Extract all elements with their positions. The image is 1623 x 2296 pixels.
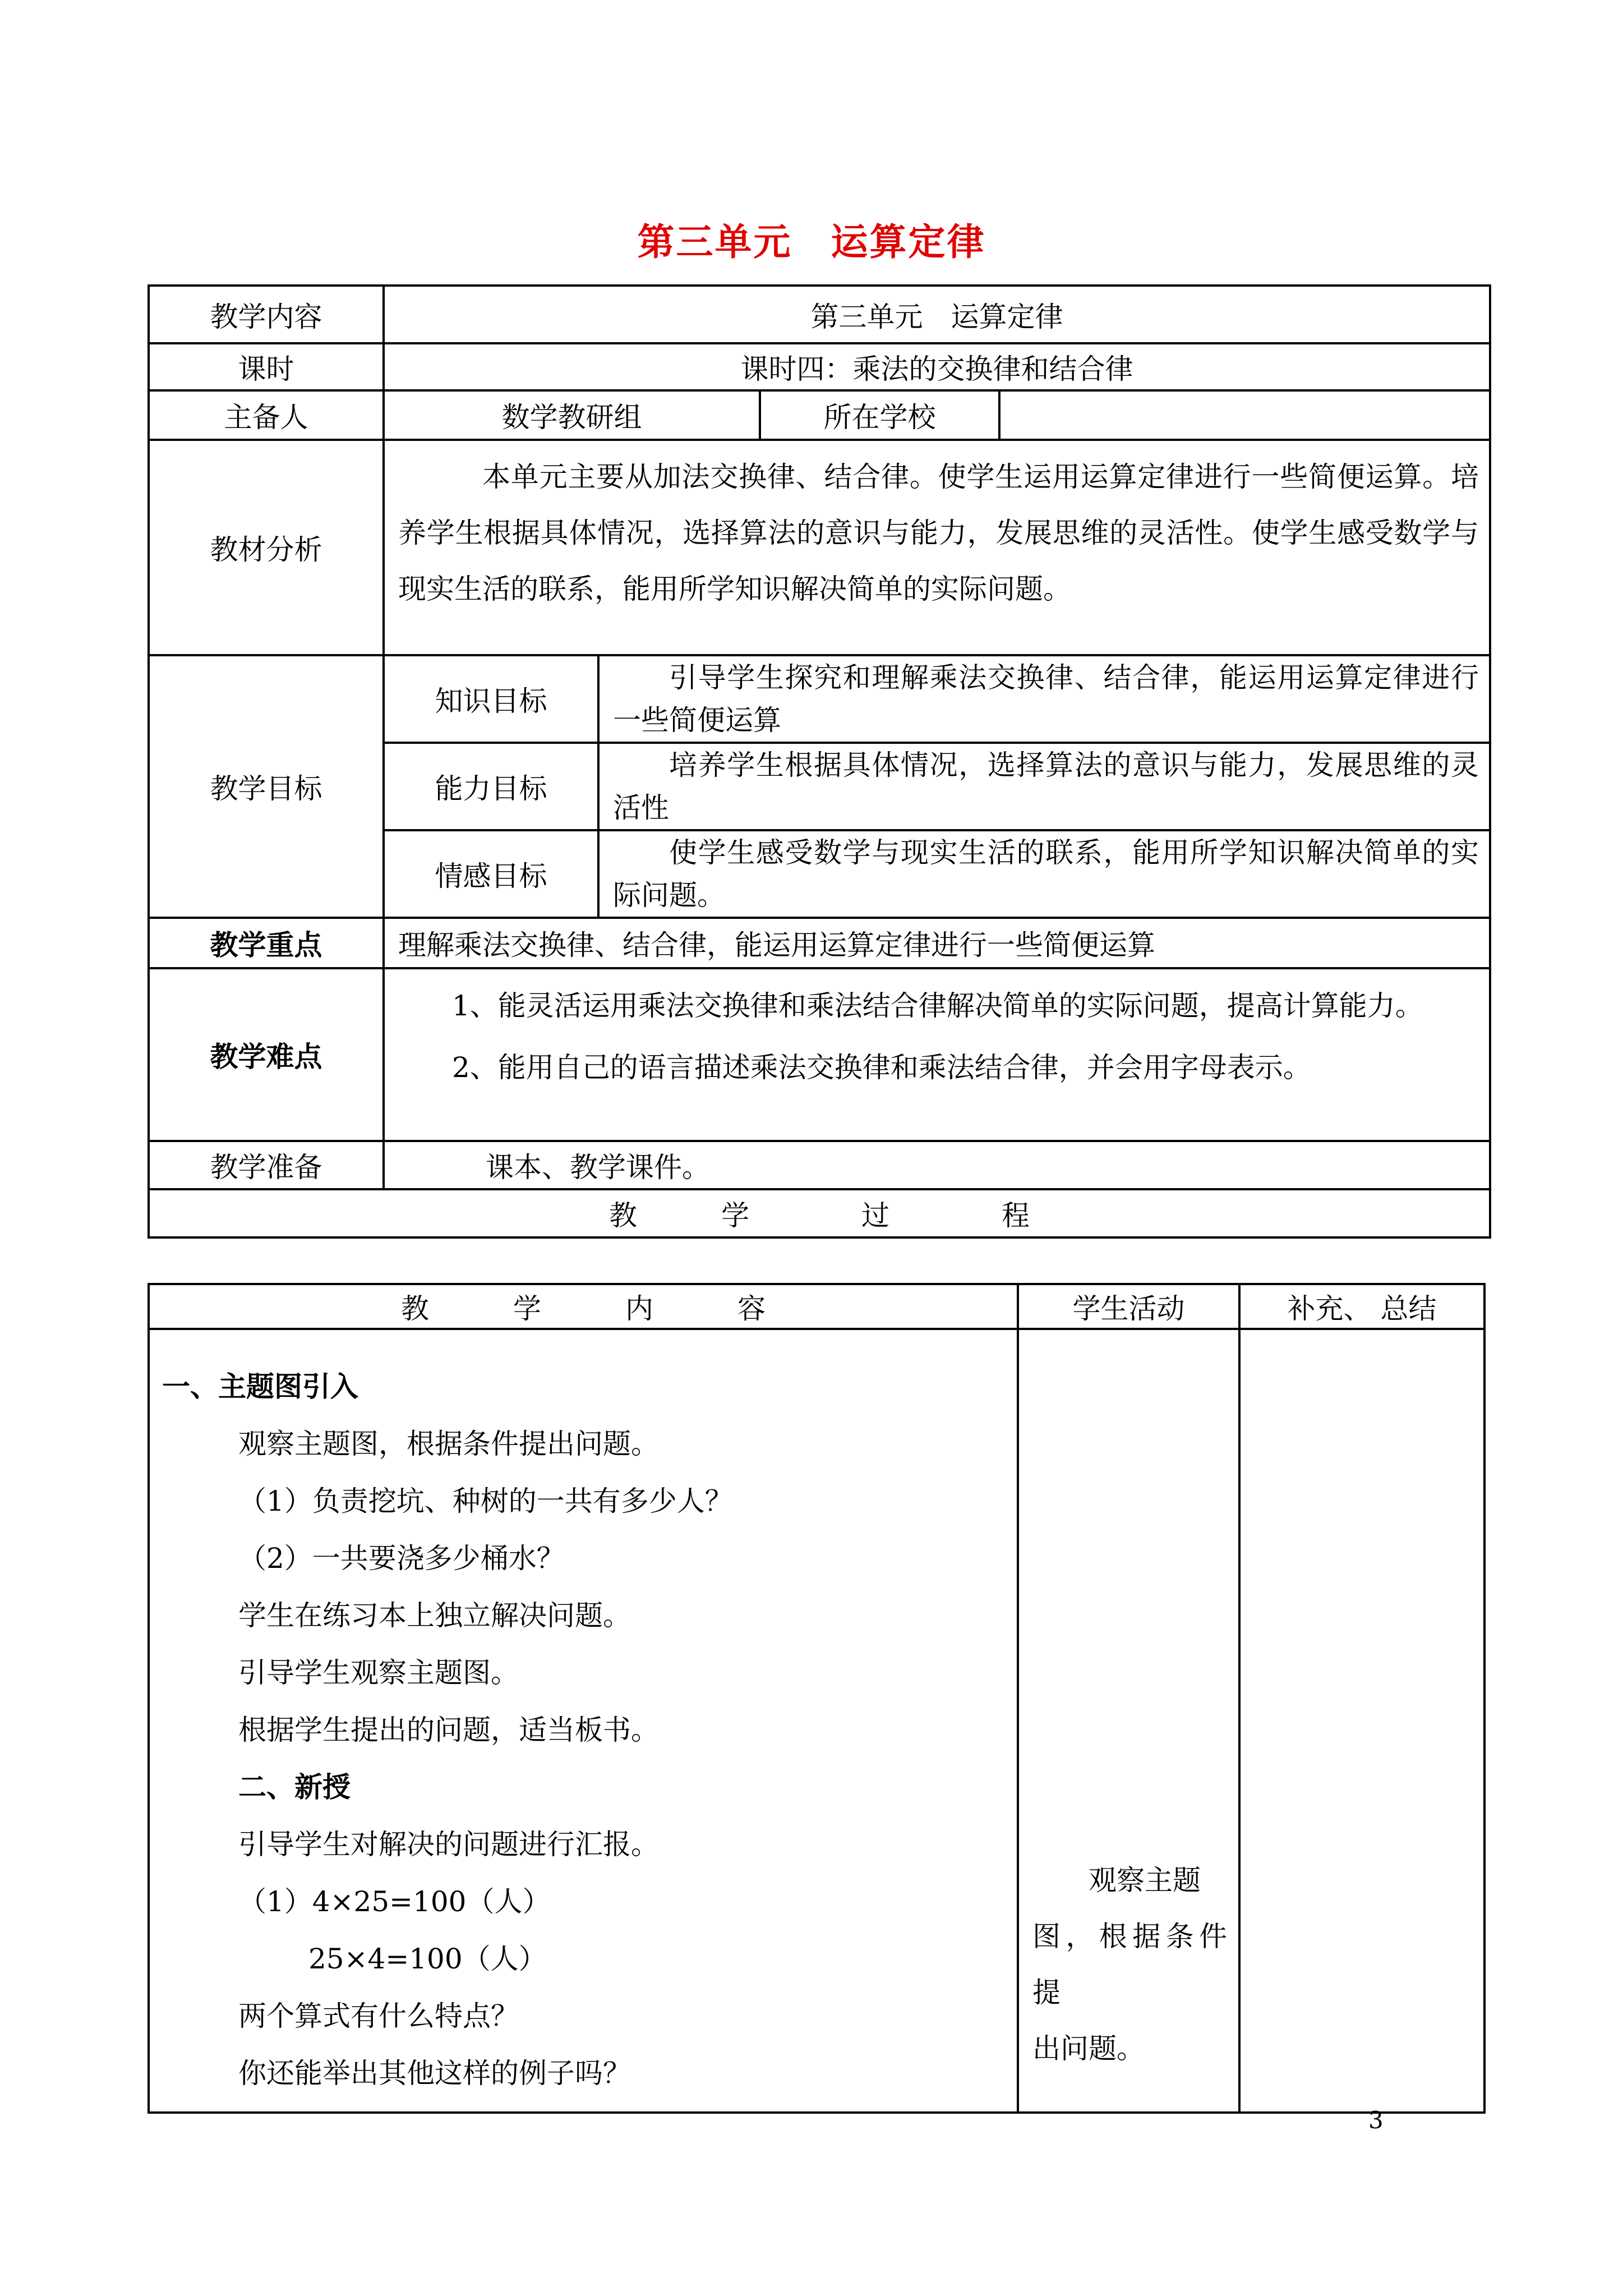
row-teaching-content <box>149 286 1490 343</box>
material-analysis-text: 本单元主要从加法交换律、结合律。使学生运用运算定律进行一些简便运算。培养学生根据具体情况，选择算法的意识与能力，发展思维的灵活性。使学生感受数学与现实生活的联系，能用所学知识解决简单的实际问题。 <box>398 461 1479 605</box>
process-content-cell <box>149 1329 1018 2113</box>
value-lesson: 课时四：乘法的交换律和结合律 <box>384 343 1490 390</box>
column-notes: 补充、 总结 <box>1239 1284 1484 1329</box>
cell-difficulties <box>384 968 1490 1141</box>
label-preparer: 主备人 <box>149 390 384 440</box>
student-activity-line: 观察主题 <box>1032 1864 1201 1897</box>
label-key-points: 教学重点 <box>149 918 384 968</box>
column-student-activity: 学生活动 <box>1018 1284 1239 1329</box>
notes-cell <box>1239 1329 1484 2113</box>
process-table <box>147 1283 1486 2114</box>
label-objectives: 教学目标 <box>149 655 384 918</box>
row-preparation <box>149 1141 1490 1189</box>
objective-ability-text: 培养学生根据具体情况，选择算法的意识与能力，发展思维的灵活性 <box>613 749 1479 824</box>
value-teaching-content: 第三单元 运算定律 <box>384 286 1490 343</box>
process-line: 一、主题图引入 <box>162 1370 358 1403</box>
value-school <box>999 390 1490 440</box>
student-activity-line: 出问题。 <box>1032 2032 1145 2065</box>
process-line: （2）一共要浇多少桶水？ <box>238 1542 565 1575</box>
process-columns-row <box>149 1284 1484 1329</box>
value-preparation: 课本、教学课件。 <box>384 1141 1490 1189</box>
row-material-analysis <box>149 440 1490 655</box>
difficulty-item: 2、能用自己的语言描述乘法交换律和乘法结合律，并会用字母表示。 <box>452 1051 1311 1084</box>
process-line: 学生在练习本上独立解决问题。 <box>238 1599 631 1632</box>
label-preparation: 教学准备 <box>149 1141 384 1189</box>
label-school: 所在学校 <box>760 390 999 440</box>
label-objective-emotion: 情感目标 <box>384 830 598 918</box>
cell-objective-emotion <box>598 830 1490 918</box>
page-title: 第三单元 运算定律 <box>637 220 986 264</box>
process-line: 观察主题图，根据条件提出问题。 <box>238 1428 659 1460</box>
process-lines <box>150 1330 1017 2102</box>
process-body-row <box>149 1329 1484 2113</box>
label-teaching-content: 教学内容 <box>149 286 384 343</box>
process-line: 根据学生提出的问题，适当板书。 <box>238 1714 659 1746</box>
process-line: 二、新授 <box>238 1770 351 1803</box>
label-lesson: 课时 <box>149 343 384 390</box>
label-objective-ability: 能力目标 <box>384 743 598 830</box>
process-line: （1）负责挖坑、种树的一共有多少人？ <box>238 1485 733 1517</box>
objective-knowledge-text: 引导学生探究和理解乘法交换律、结合律，能运用运算定律进行一些简便运算 <box>613 661 1479 737</box>
label-objective-knowledge: 知识目标 <box>384 655 598 743</box>
difficulty-item: 1、能灵活运用乘法交换律和乘法结合律解决简单的实际问题，提高计算能力。 <box>452 990 1423 1022</box>
process-line: 引导学生观察主题图。 <box>238 1657 519 1689</box>
process-line: 25×4=100（人） <box>308 1943 547 1975</box>
cell-material-analysis <box>384 440 1490 655</box>
label-difficulties: 教学难点 <box>149 968 384 1141</box>
value-key-points: 理解乘法交换律、结合律，能运用运算定律进行一些简便运算 <box>384 918 1490 968</box>
student-activity-line: 图，根据条件提 <box>1032 1920 1227 2009</box>
page-number: 3 <box>1368 2106 1384 2134</box>
cell-objective-ability <box>598 743 1490 830</box>
cell-objective-knowledge <box>598 655 1490 743</box>
row-difficulties <box>149 968 1490 1141</box>
row-objective-knowledge <box>149 655 1490 743</box>
process-line: （1）4×25=100（人） <box>238 1885 551 1918</box>
label-material-analysis: 教材分析 <box>149 440 384 655</box>
row-lesson <box>149 343 1490 390</box>
process-line: 你还能举出其他这样的例子吗？ <box>238 2057 631 2090</box>
process-heading: 教 学 过 程 <box>149 1189 1490 1237</box>
process-line: 引导学生对解决的问题进行汇报。 <box>238 1828 659 1861</box>
objective-emotion-text: 使学生感受数学与现实生活的联系，能用所学知识解决简单的实际问题。 <box>613 836 1479 912</box>
process-line: 两个算式有什么特点？ <box>238 2000 519 2032</box>
student-activity-cell <box>1018 1329 1239 2113</box>
row-preparer <box>149 390 1490 440</box>
column-content: 教 学 内 容 <box>149 1284 1018 1329</box>
lesson-info-table <box>147 284 1491 1239</box>
row-key-points <box>149 918 1490 968</box>
value-preparer: 数学教研组 <box>384 390 760 440</box>
row-process-heading <box>149 1189 1490 1237</box>
